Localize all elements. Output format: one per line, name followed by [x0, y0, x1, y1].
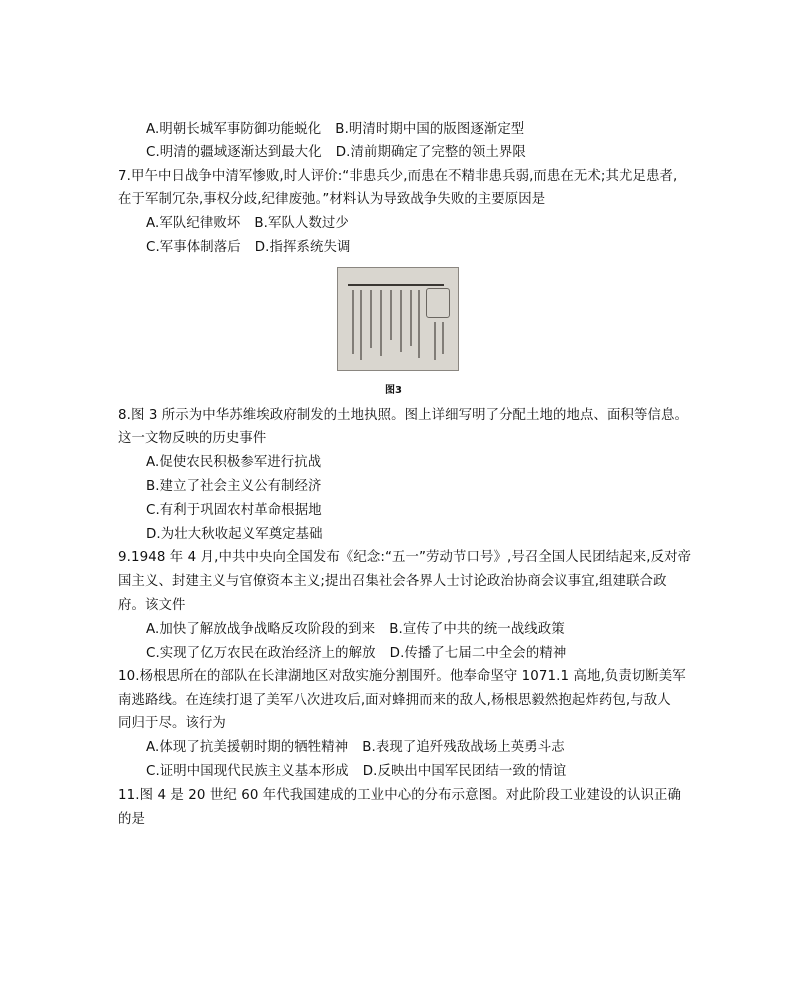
- q7-option-b: B.军队人数过少: [254, 216, 349, 231]
- q11-stem-line2: 的是: [118, 812, 145, 827]
- q10-option-c: C.证明中国现代民族主义基本形成: [146, 764, 349, 779]
- q11-stem-line1: 11.图 4 是 20 世纪 60 年代我国建成的工业中心的分布示意图。对此阶段工业建设的认识正确: [118, 788, 682, 803]
- certificate-header-band: [348, 272, 444, 286]
- q8-stem-line2: 这一文物反映的历史事件: [118, 431, 267, 446]
- q9-stem-line1: 9.1948 年 4 月,中共中央向全国发布《纪念:“五一”劳动节口号》,号召全国人民团结起来,反对帝: [118, 550, 692, 565]
- q10-options-row1: [146, 738, 565, 758]
- q8-option-c: C.有利于巩固农村革命根据地: [146, 503, 322, 518]
- q9-option-a: A.加快了解放战争战略反攻阶段的到来: [146, 622, 376, 637]
- q7-option-c: C.军事体制落后: [146, 240, 241, 255]
- q9-options-row1: [146, 620, 565, 640]
- q7-options-row2: [146, 238, 350, 258]
- q10-option-b: B.表现了追歼残敌战场上英勇斗志: [362, 740, 565, 755]
- q9-option-c: C.实现了亿万农民在政治经济上的解放: [146, 646, 376, 661]
- q10-option-a: A.体现了抗美援朝时期的牺牲精神: [146, 740, 349, 755]
- figure-3-caption: 图3: [385, 385, 402, 396]
- q8-option-b: B.建立了社会主义公有制经济: [146, 479, 322, 494]
- q10-options-row2: [146, 762, 566, 782]
- q9-stem-line3: 府。该文件: [118, 598, 186, 613]
- q10-option-d: D.反映出中国军民团结一致的情谊: [362, 764, 567, 779]
- q6-option-d: D.清前期确定了完整的领土界限: [335, 145, 526, 160]
- q9-options-row2: [146, 644, 566, 664]
- q7-option-d: D.指挥系统失调: [254, 240, 351, 255]
- q6-options-row2: [146, 143, 526, 163]
- q9-option-b: B.宣传了中共的统一战线政策: [389, 622, 565, 637]
- q10-stem-line2: 南逃路线。在连续打退了美军八次进攻后,面对蜂拥而来的敌人,杨根思毅然抱起炸药包,与敌人: [118, 693, 671, 708]
- q10-stem-line1: 10.杨根思所在的部队在长津湖地区对敌实施分割围歼。他奉命坚守 1071.1 高地,负责切断美军: [118, 669, 686, 684]
- q7-stem-line1: 7.甲午中日战争中清军惨败,时人评价:“非患兵少,而患在不精非患兵弱,而患在无术;其尤足患者,: [118, 169, 678, 184]
- q6-option-c: C.明清的疆域逐渐达到最大化: [146, 145, 322, 160]
- q7-stem-line2: 在于军制冗杂,事权分歧,纪律废弛。”材料认为导致战争失败的主要原因是: [118, 192, 546, 207]
- q8-stem-line1: 8.图 3 所示为中华苏维埃政府制发的土地执照。图上详细写明了分配土地的地点、面积等信息。: [118, 408, 688, 423]
- q8-option-a: A.促使农民积极参军进行抗战: [146, 455, 322, 470]
- q9-option-d: D.传播了七届二中全会的精神: [389, 646, 567, 661]
- q7-options-row1: [146, 214, 349, 234]
- q7-option-a: A.军队纪律败坏: [146, 216, 241, 231]
- q6-options-row1: [146, 120, 524, 140]
- q9-stem-line2: 国主义、封建主义与官僚资本主义;提出召集社会各界人士讨论政治协商会议事宜,组建联合政: [118, 574, 667, 589]
- q10-stem-line3: 同归于尽。该行为: [118, 716, 226, 731]
- q6-option-b: B.明清时期中国的版图逐渐定型: [335, 122, 525, 137]
- certificate-stamp: [426, 288, 450, 318]
- q6-option-a: A.明朝长城军事防御功能蜕化: [146, 122, 322, 137]
- land-certificate-image: [337, 267, 459, 371]
- q8-option-d: D.为壮大秋收起义军奠定基础: [146, 527, 323, 542]
